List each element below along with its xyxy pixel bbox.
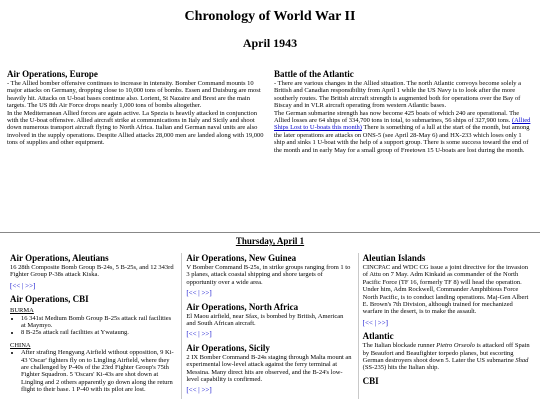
cbi-air-heading: Air Operations, CBI [10, 294, 89, 305]
sicily-section [186, 343, 353, 395]
cbi-air-section [10, 294, 177, 393]
cbi-item-3: • After strafing Hengyang Airfield without opposition, 9 Ki-43 'Oscar' fighters fly on to Lingling Airfield, where they are challenged by P-40s of the 23rd Fighter Group's 75th Fighter Squadron. 5 'Oscars' Ki-43s are shot down at Lingling and 2 others apparently go down along the return flight to their base. 1 P-40 with its pilot are lost. [21, 349, 177, 393]
aleutian-islands-heading: Aleutian Islands [362, 253, 426, 263]
atlantic-day-text [363, 342, 530, 372]
sicily-heading: Air Operations, Sicily [186, 342, 270, 353]
atlantic-month-text-2 [274, 110, 533, 154]
aleutian-islands-section [363, 253, 530, 327]
aleutians-air-heading: Air Operations, Aleutians [10, 253, 109, 263]
atlantic-month-text-1: - There are various changes in the Allied situation. The north Atlantic convoys become solely a British and Canadian responsibility from April 1 while the US Navy is to look after the more southerly routes. The British aircraft strength is augmented both for operations over the Bay of Biscay and in VLR aircraft operating from western Atlantic bases. [274, 80, 522, 110]
page-title: Chronology of World War II [184, 9, 356, 24]
atlantic-day-text-a: The Italian blockade runner [362, 342, 437, 350]
atlantic-month-heading: Battle of the Atlantic [274, 69, 354, 79]
day-columns [0, 253, 540, 399]
day-heading: Thursday, April 1 [235, 236, 305, 246]
europe-text-1: - The Allied bomber offensive continues to increase in intensity. Bomber Command mounts 10 major attacks on Germany, dropping close to 10,000 tons of bombs. Essen and Duisburg are most heavily hit. Attacks on U-boat bases continue also. Lorient, St Nazaire and Brest are the main targets. The US 8th Air Force drops nearly 1,000 tons of bombs altogether. [7, 80, 261, 110]
europe-heading: Air Operations, Europe [7, 69, 98, 79]
ship-name: Pietro Orseolo [436, 342, 475, 350]
nav-prev-next[interactable]: [<< | >>] [186, 330, 212, 339]
nav-prev-next[interactable]: [<< | >>] [186, 386, 212, 395]
atlantic-day-heading: Atlantic [362, 331, 394, 342]
new-guinea-heading: Air Operations, New Guinea [186, 253, 297, 263]
north-africa-text: El Maou airfield, near Sfax, is bombed by British, American and South African aircraft. [186, 312, 344, 328]
aleutian-islands-text: CINCPAC and WDC CG issue a joint directive for the invasion of Attu on 7 May. Adm Kinkaid as commander of the North Pacific Force (TF 16, formerly TF 8) will head the operation. Under him, Adm Rockwell, Commander Amphibious Force North Pacific, is to conduct landing operations. Maj-Gen Albert E. Brown's 7th Division, although trained for mechanized warfare in the desert, is to make the assault. [362, 264, 529, 316]
day-column-3 [358, 253, 534, 399]
ships-lost-link[interactable]: (Allied Ships Lost to U-boats this month) [274, 117, 531, 132]
nav-prev-next[interactable]: [<< | >>] [186, 289, 212, 298]
aleutians-air-text: 16 28th Composite Bomb Group B-24s, 5 B-25s, and 12 343rd Fighter Group P-38s attack Kiska. [10, 264, 174, 279]
submarine-name: Shad [515, 357, 529, 365]
burma-label: BURMA [10, 307, 34, 315]
atlantic-month-text-2b: There is something of a lull at the start of the month, but among the later operations are attacks on ONS-5 (see April 28-May 6) and HX-233 which loses only 1 ship and sinks 1 U-boat with the help of a support group. There is some success toward the end of the month and in early May for a small group of Freetown 15 U-boats are lost during the month. [274, 124, 530, 154]
atlantic-day-text-c: (SS-235) hits the Italian ship. [362, 364, 440, 372]
day-column-2 [181, 253, 357, 399]
cbi-short-heading: CBI [362, 375, 379, 386]
europe-text-2: In the Mediterranean Allied forces are again active. La Spezia is heavily attacked in conjunction with the U-boat offensive. Allied aircraft strike at communications in Italy and Sicily and shoot down numerous transport aircraft flying to North Africa. Italian and German naval units are also involved in the supply operations. Despite Allied attacks 28,000 men are landed along with 19,000 tons of supplies and other equipment. [7, 109, 264, 147]
new-guinea-section [186, 253, 353, 298]
nav-prev-next[interactable]: [<< | >>] [362, 318, 389, 327]
divider [0, 232, 540, 233]
cbi-item-2: • 8 B-25s attack rail facilities at Ywataung. [21, 329, 177, 336]
cbi-short-section [363, 376, 530, 387]
europe-section [7, 69, 266, 154]
atlantic-month-section [274, 69, 533, 154]
china-label: CHINA [10, 341, 31, 349]
north-africa-heading: Air Operations, North Africa [186, 301, 299, 312]
north-africa-section [186, 302, 353, 339]
sicily-text: 2 IX Bomber Command B-24s staging through Malta mount an experimental low-level attack against the ferry terminal at Messina. Many direct hits are observed, and the B-24's low-level capability is confirmed. [186, 353, 352, 384]
atlantic-day-section [363, 331, 530, 372]
nav-prev-next[interactable]: [<< | >>] [10, 281, 36, 290]
atlantic-day-text-b: is attacked off Spain by Beaufort and Beaufighter torpedo planes, but escorting German destroyers shoot down 5. Later the US submarine [362, 342, 530, 365]
day-column-1 [6, 253, 181, 399]
atlantic-month-text-2a: The German submarine strength has now become 425 boats of which 240 are operational. The Allied losses are 64 ships of 334,700 tons in total, to submarines, 56 ships of 327,900 tons. [274, 109, 520, 125]
page-month: April 1943 [242, 36, 298, 50]
aleutians-air-section [10, 253, 177, 290]
cbi-item-1: • 16 341st Medium Bomb Group B-25s attack rail facilities at Maymyo. [21, 315, 177, 330]
new-guinea-text: V Bomber Command B-25s, in strike groups ranging from 1 to 3 planes, attack coastal shipping and shore targets of opportunity over a wide area. [186, 264, 351, 286]
month-overview [0, 69, 540, 154]
